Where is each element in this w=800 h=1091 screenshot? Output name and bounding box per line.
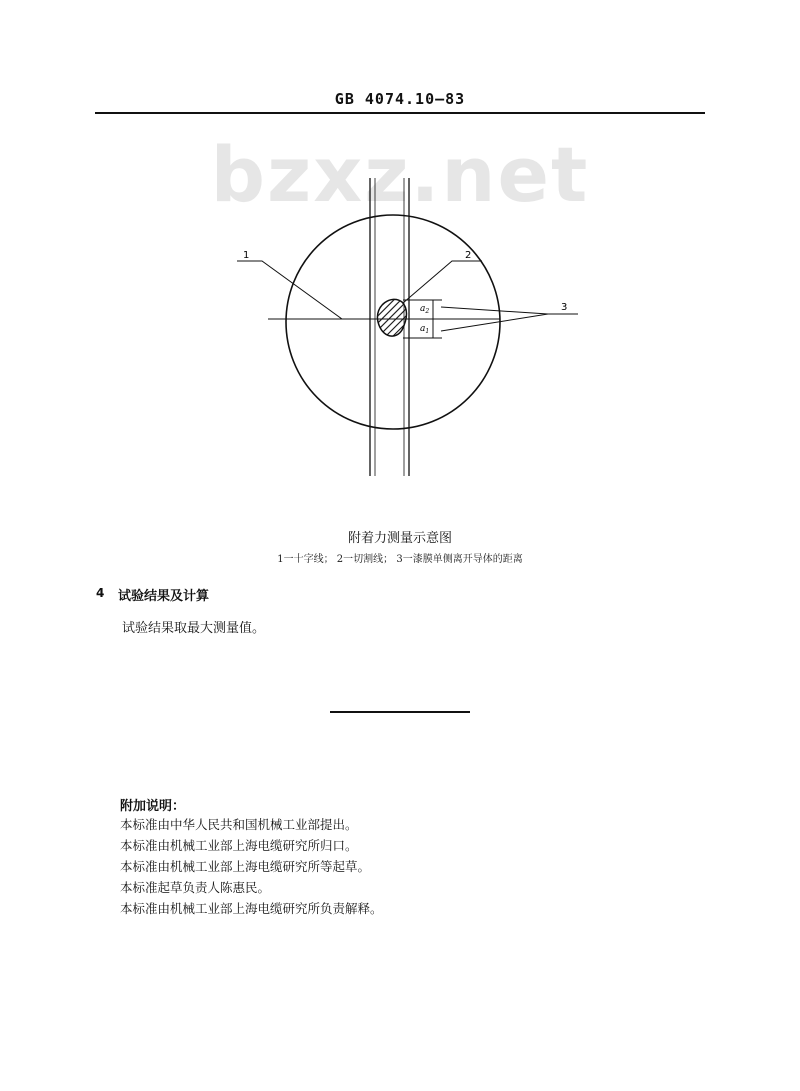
note-item: 本标准由机械工业部上海电缆研究所负责解释。: [120, 901, 383, 916]
note-item: 本标准由机械工业部上海电缆研究所归口。: [120, 838, 358, 853]
section-title: 试验结果及计算: [118, 589, 210, 604]
leader-3a: [441, 307, 548, 314]
section-body: 试验结果取最大测量值。: [122, 621, 266, 636]
note-item: 本标准起草负责人陈惠民。: [120, 880, 271, 895]
figure-legend: 1一十字线； 2一切割线； 3一漆膜单侧离开导体的距离: [277, 554, 523, 565]
cut-region: [377, 299, 406, 336]
section-number: 4: [96, 586, 105, 600]
label-a2: $a_2$: [420, 304, 430, 315]
notes-list: [120, 814, 383, 919]
leader-3b: [441, 314, 548, 331]
label-2: 2: [465, 250, 472, 261]
note-item: 本标准由机械工业部上海电缆研究所等起草。: [120, 859, 371, 874]
leader-2: [403, 261, 482, 303]
notes-title: 附加说明：: [120, 799, 186, 814]
adhesion-diagram: [0, 0, 800, 520]
watermark: bzxz.net: [210, 130, 590, 219]
note-item: 本标准由中华人民共和国机械工业部提出。: [120, 817, 358, 832]
label-3: 3: [561, 302, 568, 313]
label-a1: $a_1$: [420, 324, 430, 335]
label-1: 1: [243, 250, 250, 261]
end-rule: [330, 711, 470, 713]
standard-code: GB 4074.10—83: [334, 90, 466, 108]
leader-1: [237, 261, 374, 319]
figure-caption: 附着力测量示意图: [347, 531, 452, 546]
